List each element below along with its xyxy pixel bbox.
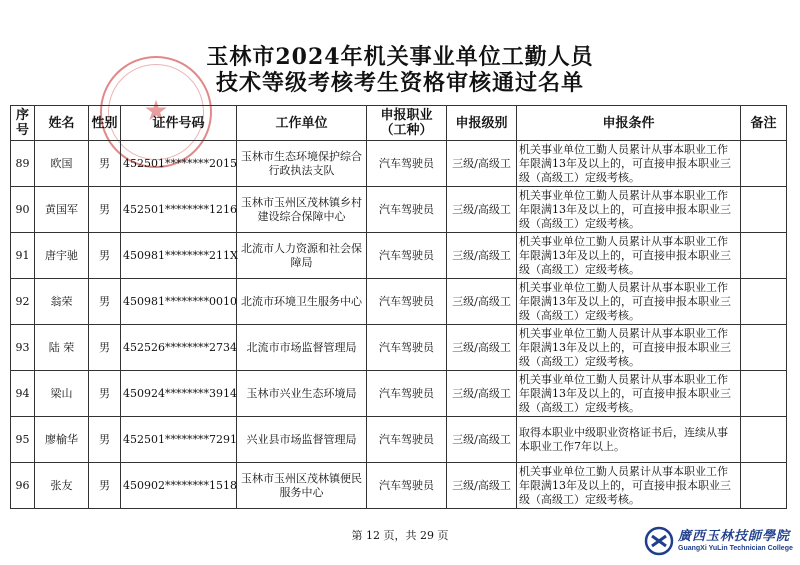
cell-id: 452501********1216 [121, 187, 237, 233]
cell-level: 三级/高级工 [447, 371, 517, 417]
cell-note [741, 233, 787, 279]
cell-condition: 取得本职业中级职业资格证书后，连续从事本职业工作7年以上。 [517, 417, 741, 463]
cell-id: 452501********7291 [121, 417, 237, 463]
cell-level: 三级/高级工 [447, 141, 517, 187]
cell-id: 450924********3914 [121, 371, 237, 417]
candidate-table [10, 105, 787, 509]
cell-no: 89 [11, 141, 35, 187]
cell-no: 94 [11, 371, 35, 417]
cell-gender: 男 [89, 371, 121, 417]
cell-id: 450981********0010 [121, 279, 237, 325]
cell-unit: 兴业县市场监督管理局 [237, 417, 367, 463]
cell-gender: 男 [89, 279, 121, 325]
header-note: 备注 [741, 106, 787, 141]
college-logo [640, 520, 800, 560]
cell-note [741, 417, 787, 463]
header-gender: 性别 [89, 106, 121, 141]
cell-job: 汽车驾驶员 [367, 417, 447, 463]
document-title-line1: 玉林市2024年机关事业单位工勤人员 [206, 44, 594, 70]
cell-id: 450981********211X [121, 233, 237, 279]
cell-gender: 男 [89, 325, 121, 371]
cell-name: 翁荣 [35, 279, 89, 325]
document-title-line2: 技术等级考核考生资格审核通过名单 [215, 70, 584, 96]
cell-condition: 机关事业单位工勤人员累计从事本职业工作年限满13年及以上的，可直接申报本职业三级（高级工）定级考核。 [517, 371, 741, 417]
cell-note [741, 325, 787, 371]
table-row [11, 279, 787, 325]
cell-id: 450902********1518 [121, 463, 237, 509]
cell-name: 陆 荣 [35, 325, 89, 371]
school-seal-stamp: ★ [100, 56, 212, 168]
header-unit: 工作单位 [237, 106, 367, 141]
cell-job: 汽车驾驶员 [367, 463, 447, 509]
cell-no: 92 [11, 279, 35, 325]
cell-gender: 男 [89, 187, 121, 233]
cell-id: 452501********2015 [121, 141, 237, 187]
cell-gender: 男 [89, 417, 121, 463]
header-name: 姓名 [35, 106, 89, 141]
header-level: 申报级别 [447, 106, 517, 141]
cell-name: 廖榆华 [35, 417, 89, 463]
header-condition: 申报条件 [517, 106, 741, 141]
cell-level: 三级/高级工 [447, 325, 517, 371]
cell-job: 汽车驾驶员 [367, 187, 447, 233]
cell-unit: 北流市人力资源和社会保障局 [237, 233, 367, 279]
cell-job: 汽车驾驶员 [367, 279, 447, 325]
cell-job: 汽车驾驶员 [367, 325, 447, 371]
logo-english-name: GuangXi YuLin Technician College [678, 545, 793, 552]
cell-condition: 机关事业单位工勤人员累计从事本职业工作年限满13年及以上的，可直接申报本职业三级（高级工）定级考核。 [517, 233, 741, 279]
cell-gender: 男 [89, 233, 121, 279]
cell-name: 张友 [35, 463, 89, 509]
college-emblem-icon [644, 526, 674, 556]
header-id: 证件号码 [121, 106, 237, 141]
cell-unit: 玉林市兴业生态环境局 [237, 371, 367, 417]
cell-condition: 机关事业单位工勤人员累计从事本职业工作年限满13年及以上的，可直接申报本职业三级（高级工）定级考核。 [517, 325, 741, 371]
page-number: 第 12 页，共 29 页 [351, 529, 449, 542]
cell-level: 三级/高级工 [447, 463, 517, 509]
cell-gender: 男 [89, 463, 121, 509]
cell-name: 欧国 [35, 141, 89, 187]
cell-no: 96 [11, 463, 35, 509]
table-row [11, 325, 787, 371]
cell-condition: 机关事业单位工勤人员累计从事本职业工作年限满13年及以上的，可直接申报本职业三级（高级工）定级考核。 [517, 279, 741, 325]
cell-unit: 北流市环境卫生服务中心 [237, 279, 367, 325]
cell-job: 汽车驾驶员 [367, 233, 447, 279]
cell-level: 三级/高级工 [447, 187, 517, 233]
logo-chinese-name: 廣西玉林技師學院 [678, 529, 791, 544]
cell-condition: 机关事业单位工勤人员累计从事本职业工作年限满13年及以上的，可直接申报本职业三级（高级工）定级考核。 [517, 141, 741, 187]
cell-job: 汽车驾驶员 [367, 371, 447, 417]
cell-note [741, 141, 787, 187]
table-row [11, 141, 787, 187]
table-row [11, 187, 787, 233]
cell-no: 95 [11, 417, 35, 463]
cell-note [741, 371, 787, 417]
table-row [11, 463, 787, 509]
cell-condition: 机关事业单位工勤人员累计从事本职业工作年限满13年及以上的，可直接申报本职业三级（高级工）定级考核。 [517, 187, 741, 233]
table-row [11, 371, 787, 417]
cell-id: 452526********2734 [121, 325, 237, 371]
cell-no: 93 [11, 325, 35, 371]
table-row [11, 417, 787, 463]
header-no: 序号 [11, 106, 35, 141]
table-header-row [11, 106, 787, 141]
cell-name: 唐宇驰 [35, 233, 89, 279]
cell-unit: 玉林市玉州区茂林镇便民服务中心 [237, 463, 367, 509]
cell-note [741, 187, 787, 233]
cell-level: 三级/高级工 [447, 417, 517, 463]
cell-no: 90 [11, 187, 35, 233]
header-job: 申报职业（工种） [367, 106, 447, 141]
cell-gender: 男 [89, 141, 121, 187]
cell-name: 黄国军 [35, 187, 89, 233]
cell-level: 三级/高级工 [447, 233, 517, 279]
cell-no: 91 [11, 233, 35, 279]
cell-name: 梁山 [35, 371, 89, 417]
cell-condition: 机关事业单位工勤人员累计从事本职业工作年限满13年及以上的，可直接申报本职业三级（高级工）定级考核。 [517, 463, 741, 509]
cell-unit: 玉林市生态环境保护综合行政执法支队 [237, 141, 367, 187]
cell-note [741, 463, 787, 509]
cell-note [741, 279, 787, 325]
cell-unit: 北流市市场监督管理局 [237, 325, 367, 371]
cell-job: 汽车驾驶员 [367, 141, 447, 187]
table-row [11, 233, 787, 279]
cell-unit: 玉林市玉州区茂林镇乡村建设综合保障中心 [237, 187, 367, 233]
cell-level: 三级/高级工 [447, 279, 517, 325]
